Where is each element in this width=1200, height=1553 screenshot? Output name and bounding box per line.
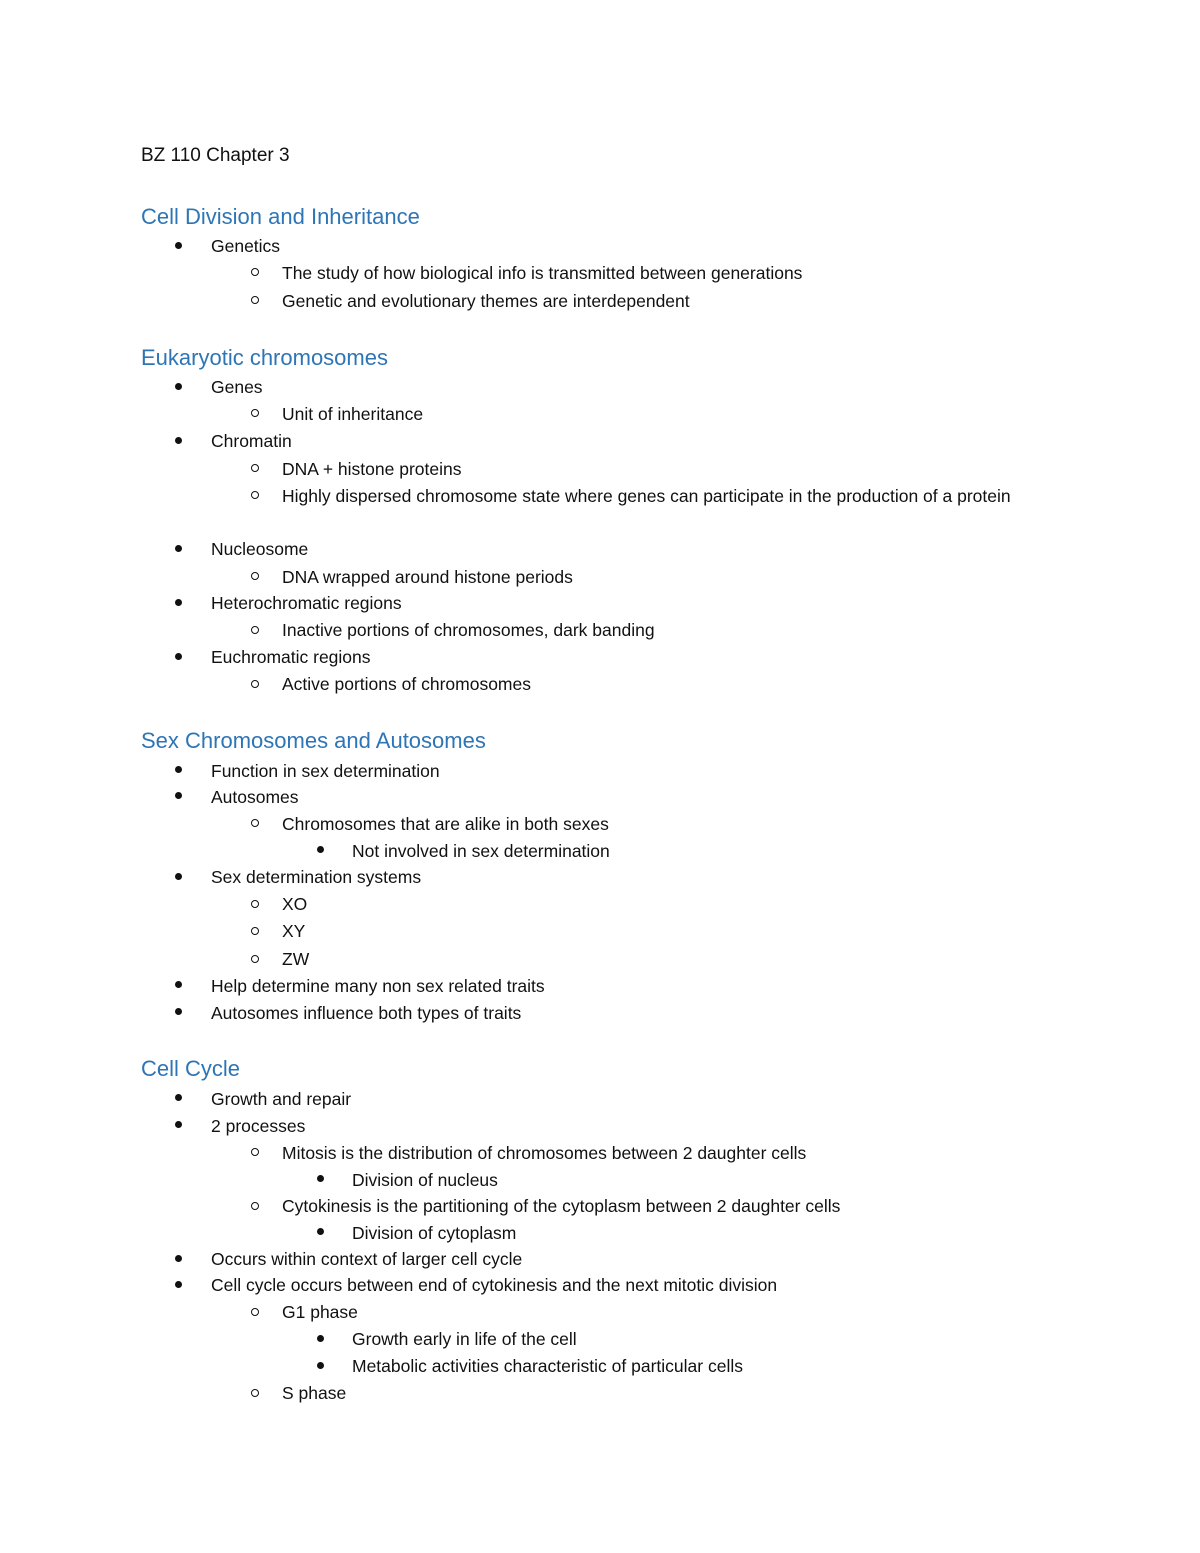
list-item: The study of how biological info is transmitted between generations xyxy=(282,263,803,283)
list-item: Occurs within context of larger cell cycle xyxy=(211,1249,523,1269)
bullet-disc-icon xyxy=(317,1362,324,1369)
list-item: Function in sex determination xyxy=(211,761,440,781)
list-item: Autosomes influence both types of traits xyxy=(211,1003,522,1023)
bullet-disc-icon xyxy=(317,1335,324,1342)
bullet-circle-icon xyxy=(251,296,259,304)
bullet-circle-icon xyxy=(251,409,259,417)
bullet-disc-icon xyxy=(175,437,182,444)
section-heading: Cell Division and Inheritance xyxy=(141,204,420,229)
bullet-circle-icon xyxy=(251,1202,259,1210)
bullet-circle-icon xyxy=(251,680,259,688)
bullet-disc-icon xyxy=(317,1175,324,1182)
bullet-disc-icon xyxy=(317,1228,324,1235)
list-item: DNA wrapped around histone periods xyxy=(282,567,573,587)
bullet-disc-icon xyxy=(175,599,182,606)
bullet-circle-icon xyxy=(251,268,259,276)
bullet-disc-icon xyxy=(175,545,182,552)
bullet-disc-icon xyxy=(175,1255,182,1262)
list-item: Highly dispersed chromosome state where genes can participate in the production of a protein xyxy=(282,486,1011,506)
list-item: Metabolic activities characteristic of particular cells xyxy=(352,1356,743,1376)
list-item: Division of nucleus xyxy=(352,1170,498,1190)
list-item: Growth early in life of the cell xyxy=(352,1329,577,1349)
bullet-disc-icon xyxy=(175,383,182,390)
list-item: Euchromatic regions xyxy=(211,647,371,667)
bullet-disc-icon xyxy=(175,766,182,773)
list-item: Inactive portions of chromosomes, dark banding xyxy=(282,620,655,640)
list-item: Autosomes xyxy=(211,787,299,807)
list-item: Growth and repair xyxy=(211,1089,352,1109)
bullet-disc-icon xyxy=(175,873,182,880)
list-item: Division of cytoplasm xyxy=(352,1223,517,1243)
bullet-disc-icon xyxy=(175,1008,182,1015)
bullet-circle-icon xyxy=(251,955,259,963)
section-heading: Eukaryotic chromosomes xyxy=(141,345,388,370)
list-item: Unit of inheritance xyxy=(282,404,424,424)
list-item: Nucleosome xyxy=(211,539,309,559)
bullet-circle-icon xyxy=(251,1389,259,1397)
list-item: Genetics xyxy=(211,236,281,256)
list-item: XO xyxy=(282,894,308,914)
list-item: Heterochromatic regions xyxy=(211,593,402,613)
list-item: Active portions of chromosomes xyxy=(282,674,531,694)
list-item: XY xyxy=(282,921,306,941)
section-heading: Sex Chromosomes and Autosomes xyxy=(141,728,486,753)
list-item: Help determine many non sex related traits xyxy=(211,976,545,996)
bullet-circle-icon xyxy=(251,1308,259,1316)
document-title: BZ 110 Chapter 3 xyxy=(141,145,290,166)
bullet-disc-icon xyxy=(317,846,324,853)
bullet-disc-icon xyxy=(175,1121,182,1128)
section-heading: Cell Cycle xyxy=(141,1056,241,1081)
bullet-circle-icon xyxy=(251,900,259,908)
list-item: ZW xyxy=(282,949,310,969)
bullet-disc-icon xyxy=(175,981,182,988)
bullet-circle-icon xyxy=(251,572,259,580)
list-item: Chromatin xyxy=(211,431,292,451)
list-item: S phase xyxy=(282,1383,347,1403)
list-item: Sex determination systems xyxy=(211,867,422,887)
bullet-disc-icon xyxy=(175,1094,182,1101)
bullet-circle-icon xyxy=(251,464,259,472)
list-item: Cell cycle occurs between end of cytokinesis and the next mitotic division xyxy=(211,1275,778,1295)
list-item: Genes xyxy=(211,377,263,397)
bullet-disc-icon xyxy=(175,242,182,249)
bullet-disc-icon xyxy=(175,653,182,660)
bullet-circle-icon xyxy=(251,927,259,935)
list-item: 2 processes xyxy=(211,1116,306,1136)
list-item: Chromosomes that are alike in both sexes xyxy=(282,814,609,834)
bullet-disc-icon xyxy=(175,1281,182,1288)
list-item: Not involved in sex determination xyxy=(352,841,610,861)
bullet-circle-icon xyxy=(251,1148,259,1156)
list-item: Cytokinesis is the partitioning of the cytoplasm between 2 daughter cells xyxy=(282,1196,841,1216)
bullet-disc-icon xyxy=(175,792,182,799)
bullet-circle-icon xyxy=(251,626,259,634)
bullet-circle-icon xyxy=(251,819,259,827)
bullet-circle-icon xyxy=(251,491,259,499)
list-item: Genetic and evolutionary themes are interdependent xyxy=(282,291,690,311)
list-item: DNA + histone proteins xyxy=(282,459,462,479)
list-item: Mitosis is the distribution of chromosomes between 2 daughter cells xyxy=(282,1143,807,1163)
list-item: G1 phase xyxy=(282,1302,358,1322)
